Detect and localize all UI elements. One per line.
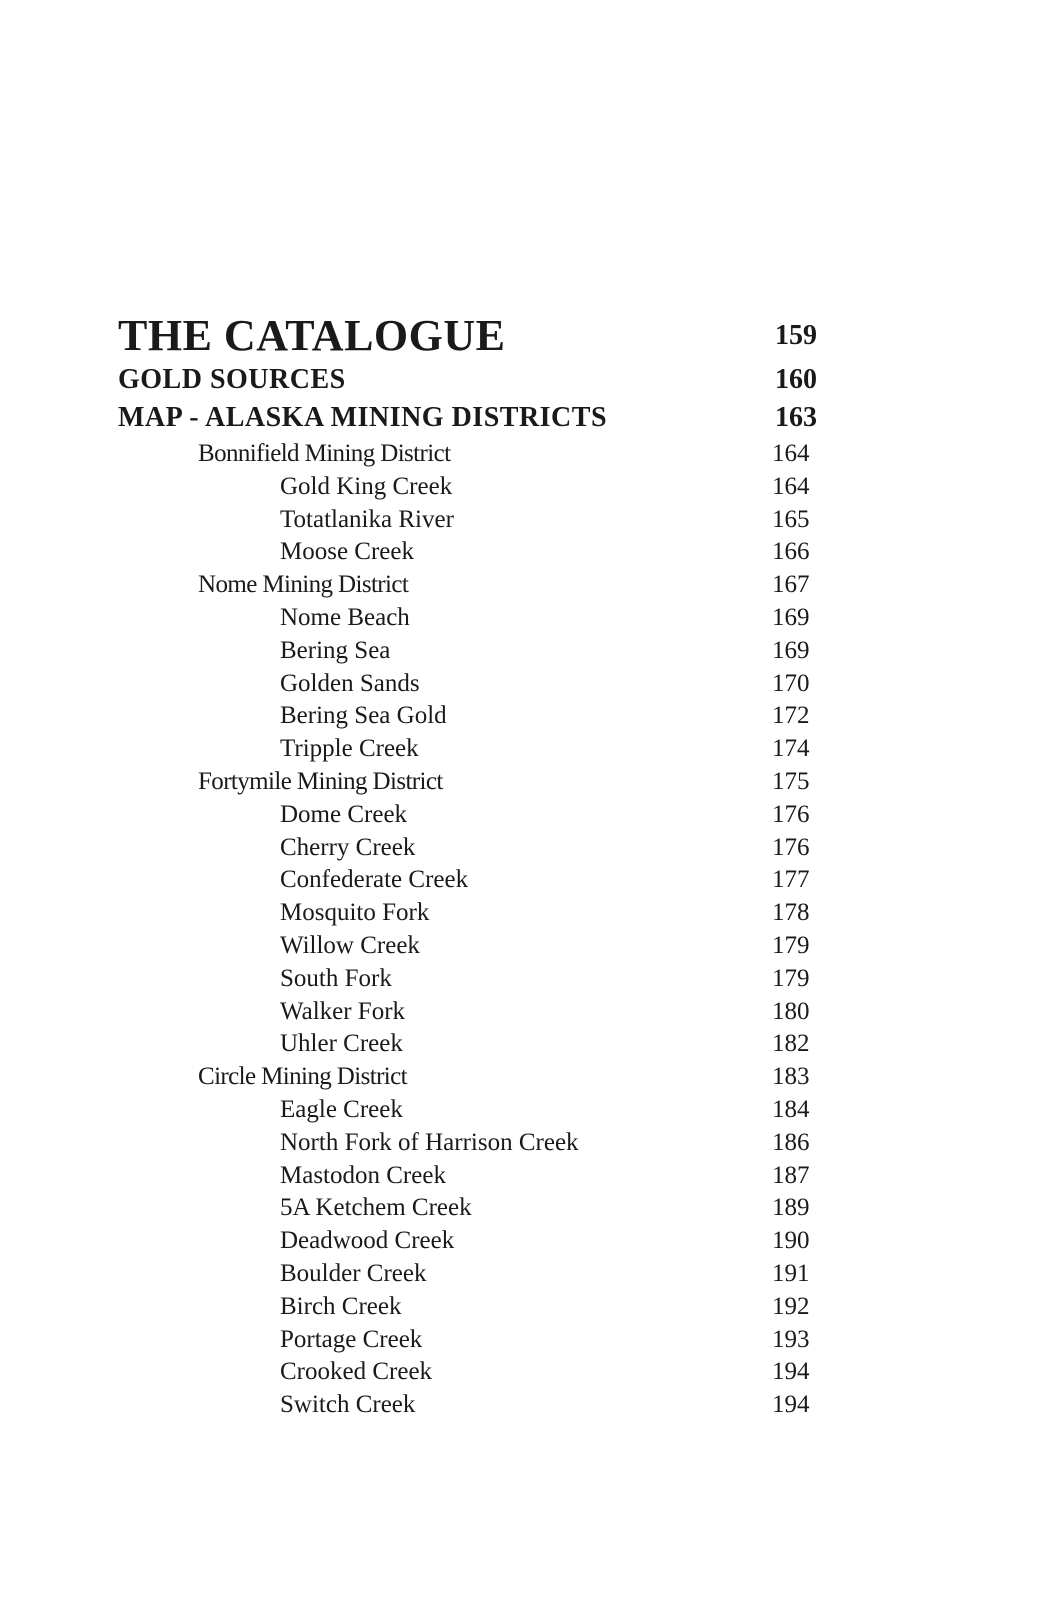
toc-entry-page: 170 (772, 669, 810, 697)
toc-entry-label: South Fork (280, 964, 392, 992)
toc-entry-label: Golden Sands (280, 669, 420, 697)
toc-entry-page: 180 (772, 997, 810, 1025)
toc-entry-page: 169 (772, 604, 810, 631)
toc-entry-label: Mosquito Fork (280, 899, 430, 927)
toc-entry-label: Boulder Creek (280, 1260, 427, 1287)
toc-entry-label: Bering Sea (280, 636, 391, 664)
toc-entry-label: Switch Creek (280, 1391, 416, 1419)
toc-entry-label: Deadwood Creek (280, 1227, 455, 1255)
toc-entry-page: 169 (772, 636, 810, 664)
toc-entry-page: 164 (772, 472, 810, 500)
toc-heading-page: 163 (775, 402, 817, 433)
toc-entry-page: 176 (772, 800, 810, 828)
toc-entry-label: Walker Fork (280, 997, 406, 1025)
toc-entry-page: 164 (772, 440, 810, 467)
toc-entry-label: Crooked Creek (280, 1358, 433, 1386)
toc-entry-page: 175 (772, 768, 810, 795)
toc-entry-page: 179 (772, 964, 810, 992)
toc-entry-page: 191 (772, 1260, 810, 1287)
toc-entry-label: Confederate Creek (280, 866, 469, 894)
toc-entry-page: 167 (772, 571, 810, 599)
toc-entry-page: 194 (772, 1358, 810, 1386)
toc-entry-label: Gold King Creek (280, 472, 453, 500)
toc-entry-label: Willow Creek (280, 932, 420, 959)
toc-heading-label: MAP - ALASKA MINING DISTRICTS (118, 402, 608, 433)
toc-entry-label: Uhler Creek (280, 1030, 403, 1058)
toc-entry-page: 192 (772, 1292, 810, 1320)
toc-entry-label: Dome Creek (280, 800, 408, 828)
toc-entry-page: 186 (772, 1128, 810, 1156)
toc-heading-label: GOLD SOURCES (118, 364, 346, 395)
toc-entry-label: Birch Creek (280, 1292, 402, 1320)
toc-entry-label: Moose Creek (280, 538, 414, 566)
toc-entry-label: Eagle Creek (280, 1096, 403, 1123)
toc-entry-label: Fortymile Mining District (198, 768, 443, 795)
toc-entry-label: Portage Creek (280, 1325, 423, 1353)
toc-entry-page: 174 (772, 735, 810, 763)
toc-entry-page: 178 (772, 899, 810, 927)
toc-entry-label: Nome Mining District (198, 571, 409, 599)
toc-entry-page: 166 (772, 538, 810, 566)
toc-entry-label: Cherry Creek (280, 833, 416, 861)
toc-entry-label: Bering Sea Gold (280, 702, 447, 730)
toc-entry-label: Totatlanika River (280, 505, 454, 533)
toc-entry-page: 184 (772, 1096, 810, 1123)
toc-entry-page: 189 (772, 1194, 810, 1222)
toc-entry-page: 194 (772, 1391, 810, 1419)
toc-heading-label: THE CATALOGUE (118, 311, 506, 360)
toc-entry-label: Tripple Creek (280, 735, 419, 763)
toc-entry-label: 5A Ketchem Creek (280, 1194, 472, 1222)
toc-entry-label: North Fork of Harrison Creek (280, 1128, 579, 1156)
toc-entry-page: 187 (772, 1161, 810, 1189)
toc-entry-page: 190 (772, 1227, 810, 1255)
toc-entry-page: 165 (772, 505, 810, 533)
toc-entry-label: Circle Mining District (198, 1063, 407, 1091)
toc-entry-page: 193 (772, 1325, 810, 1353)
toc-entry-label: Mastodon Creek (280, 1161, 446, 1189)
toc-entry-page: 172 (772, 702, 810, 730)
toc-entry-page: 176 (772, 833, 810, 861)
toc-entry-label: Nome Beach (280, 604, 410, 631)
toc-entry-page: 182 (772, 1030, 810, 1058)
toc-entry-page: 179 (772, 932, 810, 959)
toc-heading-page: 159 (775, 320, 817, 351)
toc-entry-page: 177 (772, 866, 810, 894)
toc-entry-page: 183 (772, 1063, 810, 1091)
toc-entry-label: Bonnifield Mining District (198, 440, 451, 467)
toc-heading-page: 160 (775, 364, 817, 395)
